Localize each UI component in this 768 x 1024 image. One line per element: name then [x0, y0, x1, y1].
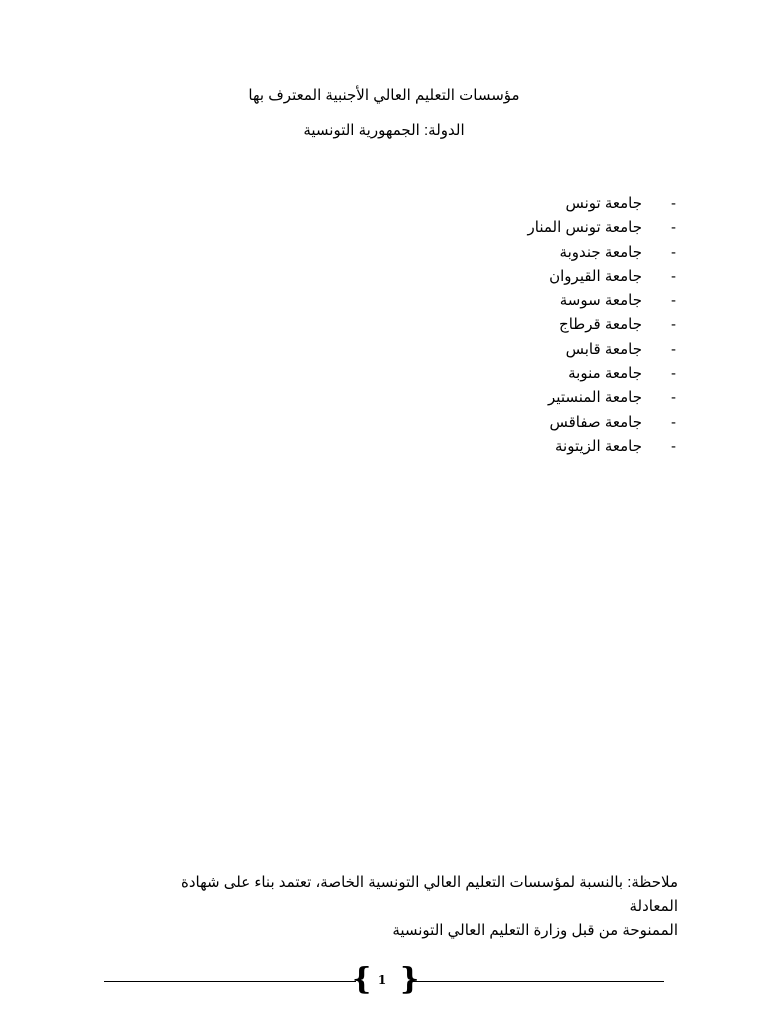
university-name: جامعة تونس المنار [527, 219, 642, 237]
list-item [528, 411, 676, 435]
list-marker: - [671, 413, 676, 431]
university-name: جامعة الزيتونة [554, 437, 642, 455]
list-marker: - [671, 437, 676, 455]
page-number: 1 [377, 973, 387, 987]
university-name: جامعة جندوبة [559, 243, 642, 261]
university-name: جامعة القيروان [549, 267, 642, 285]
university-name: جامعة المنستير [548, 389, 642, 407]
list-marker: - [671, 389, 676, 407]
document-title: مؤسسات التعليم العالي الأجنبية المعترف بها [248, 87, 520, 104]
university-name: جامعة تونس [565, 195, 642, 212]
footer-rule-right [411, 981, 664, 982]
list-item [528, 338, 676, 362]
list-marker: - [671, 267, 676, 285]
list-item [528, 362, 676, 386]
university-name: جامعة سوسة [559, 292, 642, 310]
university-name: جامعة صفاقس [549, 413, 642, 431]
list-item [528, 216, 676, 240]
page-number-brace-right: } [400, 962, 420, 997]
university-name: جامعة قابس [565, 340, 642, 358]
list-marker: - [671, 292, 676, 310]
list-item [528, 241, 676, 265]
list-marker: - [671, 340, 676, 358]
list-item [528, 289, 676, 313]
list-item [528, 386, 676, 410]
list-item [528, 313, 676, 337]
list-marker: - [671, 219, 676, 237]
list-item [528, 435, 676, 459]
note-line-1: ملاحظة: بالنسبة لمؤسسات التعليم العالي التونسية الخاصة، تعتمد بناء على شهادة المعادلة [180, 874, 678, 915]
note-line-2: الممنوحة من قبل وزارة التعليم العالي التونسية [392, 922, 678, 939]
list-item [528, 265, 676, 289]
page-number-brace-left: { [352, 962, 372, 997]
country-line: الدولة: الجمهورية التونسية [303, 122, 465, 139]
list-marker: - [671, 316, 676, 334]
university-name: جامعة قرطاج [559, 316, 642, 334]
note-paragraph [138, 871, 678, 943]
footer-rule-left [104, 981, 356, 982]
university-name: جامعة منوبة [568, 365, 642, 383]
university-list [528, 192, 676, 459]
list-marker: - [671, 243, 676, 261]
list-item [528, 192, 676, 216]
list-marker: - [671, 195, 676, 212]
list-marker: - [671, 365, 676, 383]
